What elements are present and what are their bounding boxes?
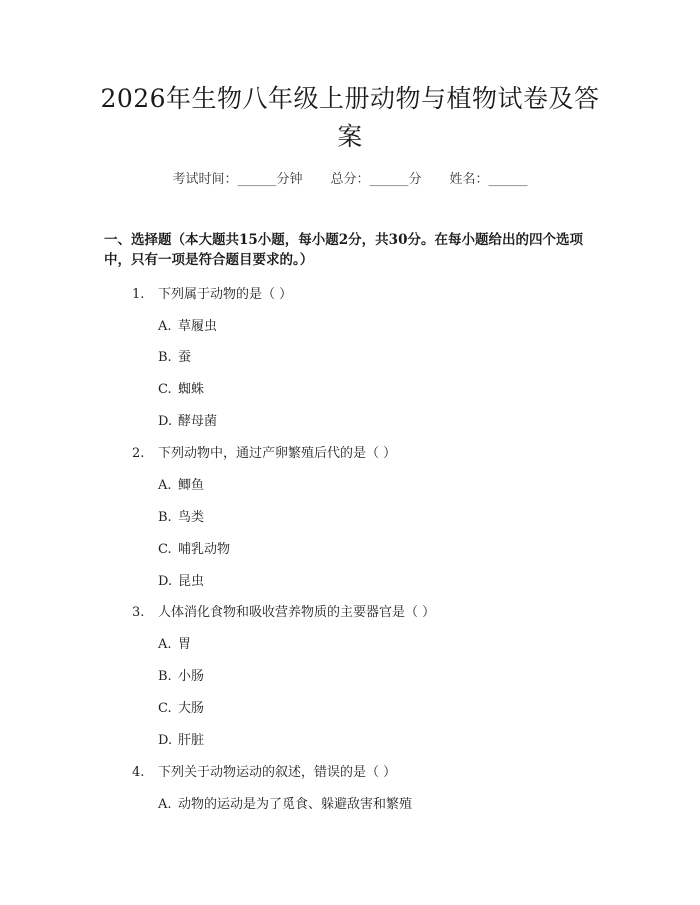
option-letter: D. (158, 733, 173, 748)
option-text: 肝脏 (178, 733, 205, 748)
option-letter: A. (158, 478, 172, 493)
total-score-label: 总分： (330, 172, 370, 187)
option-letter: D. (158, 574, 173, 589)
option-text: 昆虫 (178, 574, 205, 589)
exam-info-line (0, 168, 700, 187)
question-4-option-a (158, 793, 412, 812)
question-number: 2. (132, 446, 145, 461)
option-letter: B. (158, 510, 172, 525)
option-letter: D. (158, 414, 173, 429)
question-2-option-d (158, 570, 204, 589)
option-text: 小肠 (178, 669, 205, 684)
option-text: 酵母菌 (178, 414, 218, 429)
student-name-label: 姓名： (449, 172, 489, 187)
option-letter: C. (158, 542, 172, 557)
option-letter: B. (158, 669, 172, 684)
section-heading: 一、选择题（本大题共15小题，每小题2分，共30分。在每小题给出的四个选项中，只有一项是符合题目要求的。） (104, 232, 583, 268)
option-text: 鲫鱼 (178, 478, 205, 493)
exam-time-unit: 分钟 (276, 172, 303, 187)
question-1 (132, 283, 292, 302)
option-letter: C. (158, 382, 172, 397)
option-letter: A. (158, 637, 172, 652)
question-3-option-c (158, 697, 204, 716)
question-3 (132, 601, 435, 620)
total-score-blank: ______ (369, 172, 409, 187)
option-letter: A. (158, 797, 172, 812)
option-text: 鸟类 (178, 510, 205, 525)
question-2-option-a (158, 474, 204, 493)
question-3-option-a (158, 633, 191, 652)
question-text: 人体消化食物和吸收营养物质的主要器官是（ ） (158, 605, 436, 620)
option-text: 哺乳动物 (178, 542, 231, 557)
question-2 (132, 442, 396, 461)
option-letter: C. (158, 701, 172, 716)
exam-time-label: 考试时间： (172, 172, 238, 187)
question-4 (132, 761, 396, 780)
question-1-option-c (158, 378, 204, 397)
question-number: 1. (132, 287, 145, 302)
option-text: 胃 (178, 637, 192, 652)
total-score-unit: 分 (408, 172, 422, 187)
question-1-option-d (158, 410, 217, 429)
option-letter: B. (158, 350, 172, 365)
question-3-option-b (158, 665, 204, 684)
question-number: 3. (132, 605, 145, 620)
exam-time-blank: ______ (237, 172, 277, 187)
option-letter: A. (158, 319, 172, 334)
student-name-blank: ______ (488, 172, 528, 187)
question-2-option-b (158, 506, 204, 525)
question-text: 下列动物中，通过产卵繁殖后代的是（ ） (158, 446, 397, 461)
option-text: 草履虫 (178, 319, 218, 334)
question-2-option-c (158, 538, 230, 557)
question-1-option-b (158, 346, 191, 365)
page-title: 2026年生物八年级上册动物与植物试卷及答案 (100, 84, 600, 151)
question-number: 4. (132, 765, 145, 780)
question-text: 下列属于动物的是（ ） (158, 287, 293, 302)
option-text: 大肠 (178, 701, 205, 716)
question-3-option-d (158, 729, 204, 748)
option-text: 蜘蛛 (178, 382, 205, 397)
option-text: 动物的运动是为了觅食、躲避敌害和繁殖 (178, 797, 413, 812)
option-text: 蚕 (178, 350, 192, 365)
question-1-option-a (158, 315, 217, 334)
question-text: 下列关于动物运动的叙述，错误的是（ ） (158, 765, 397, 780)
